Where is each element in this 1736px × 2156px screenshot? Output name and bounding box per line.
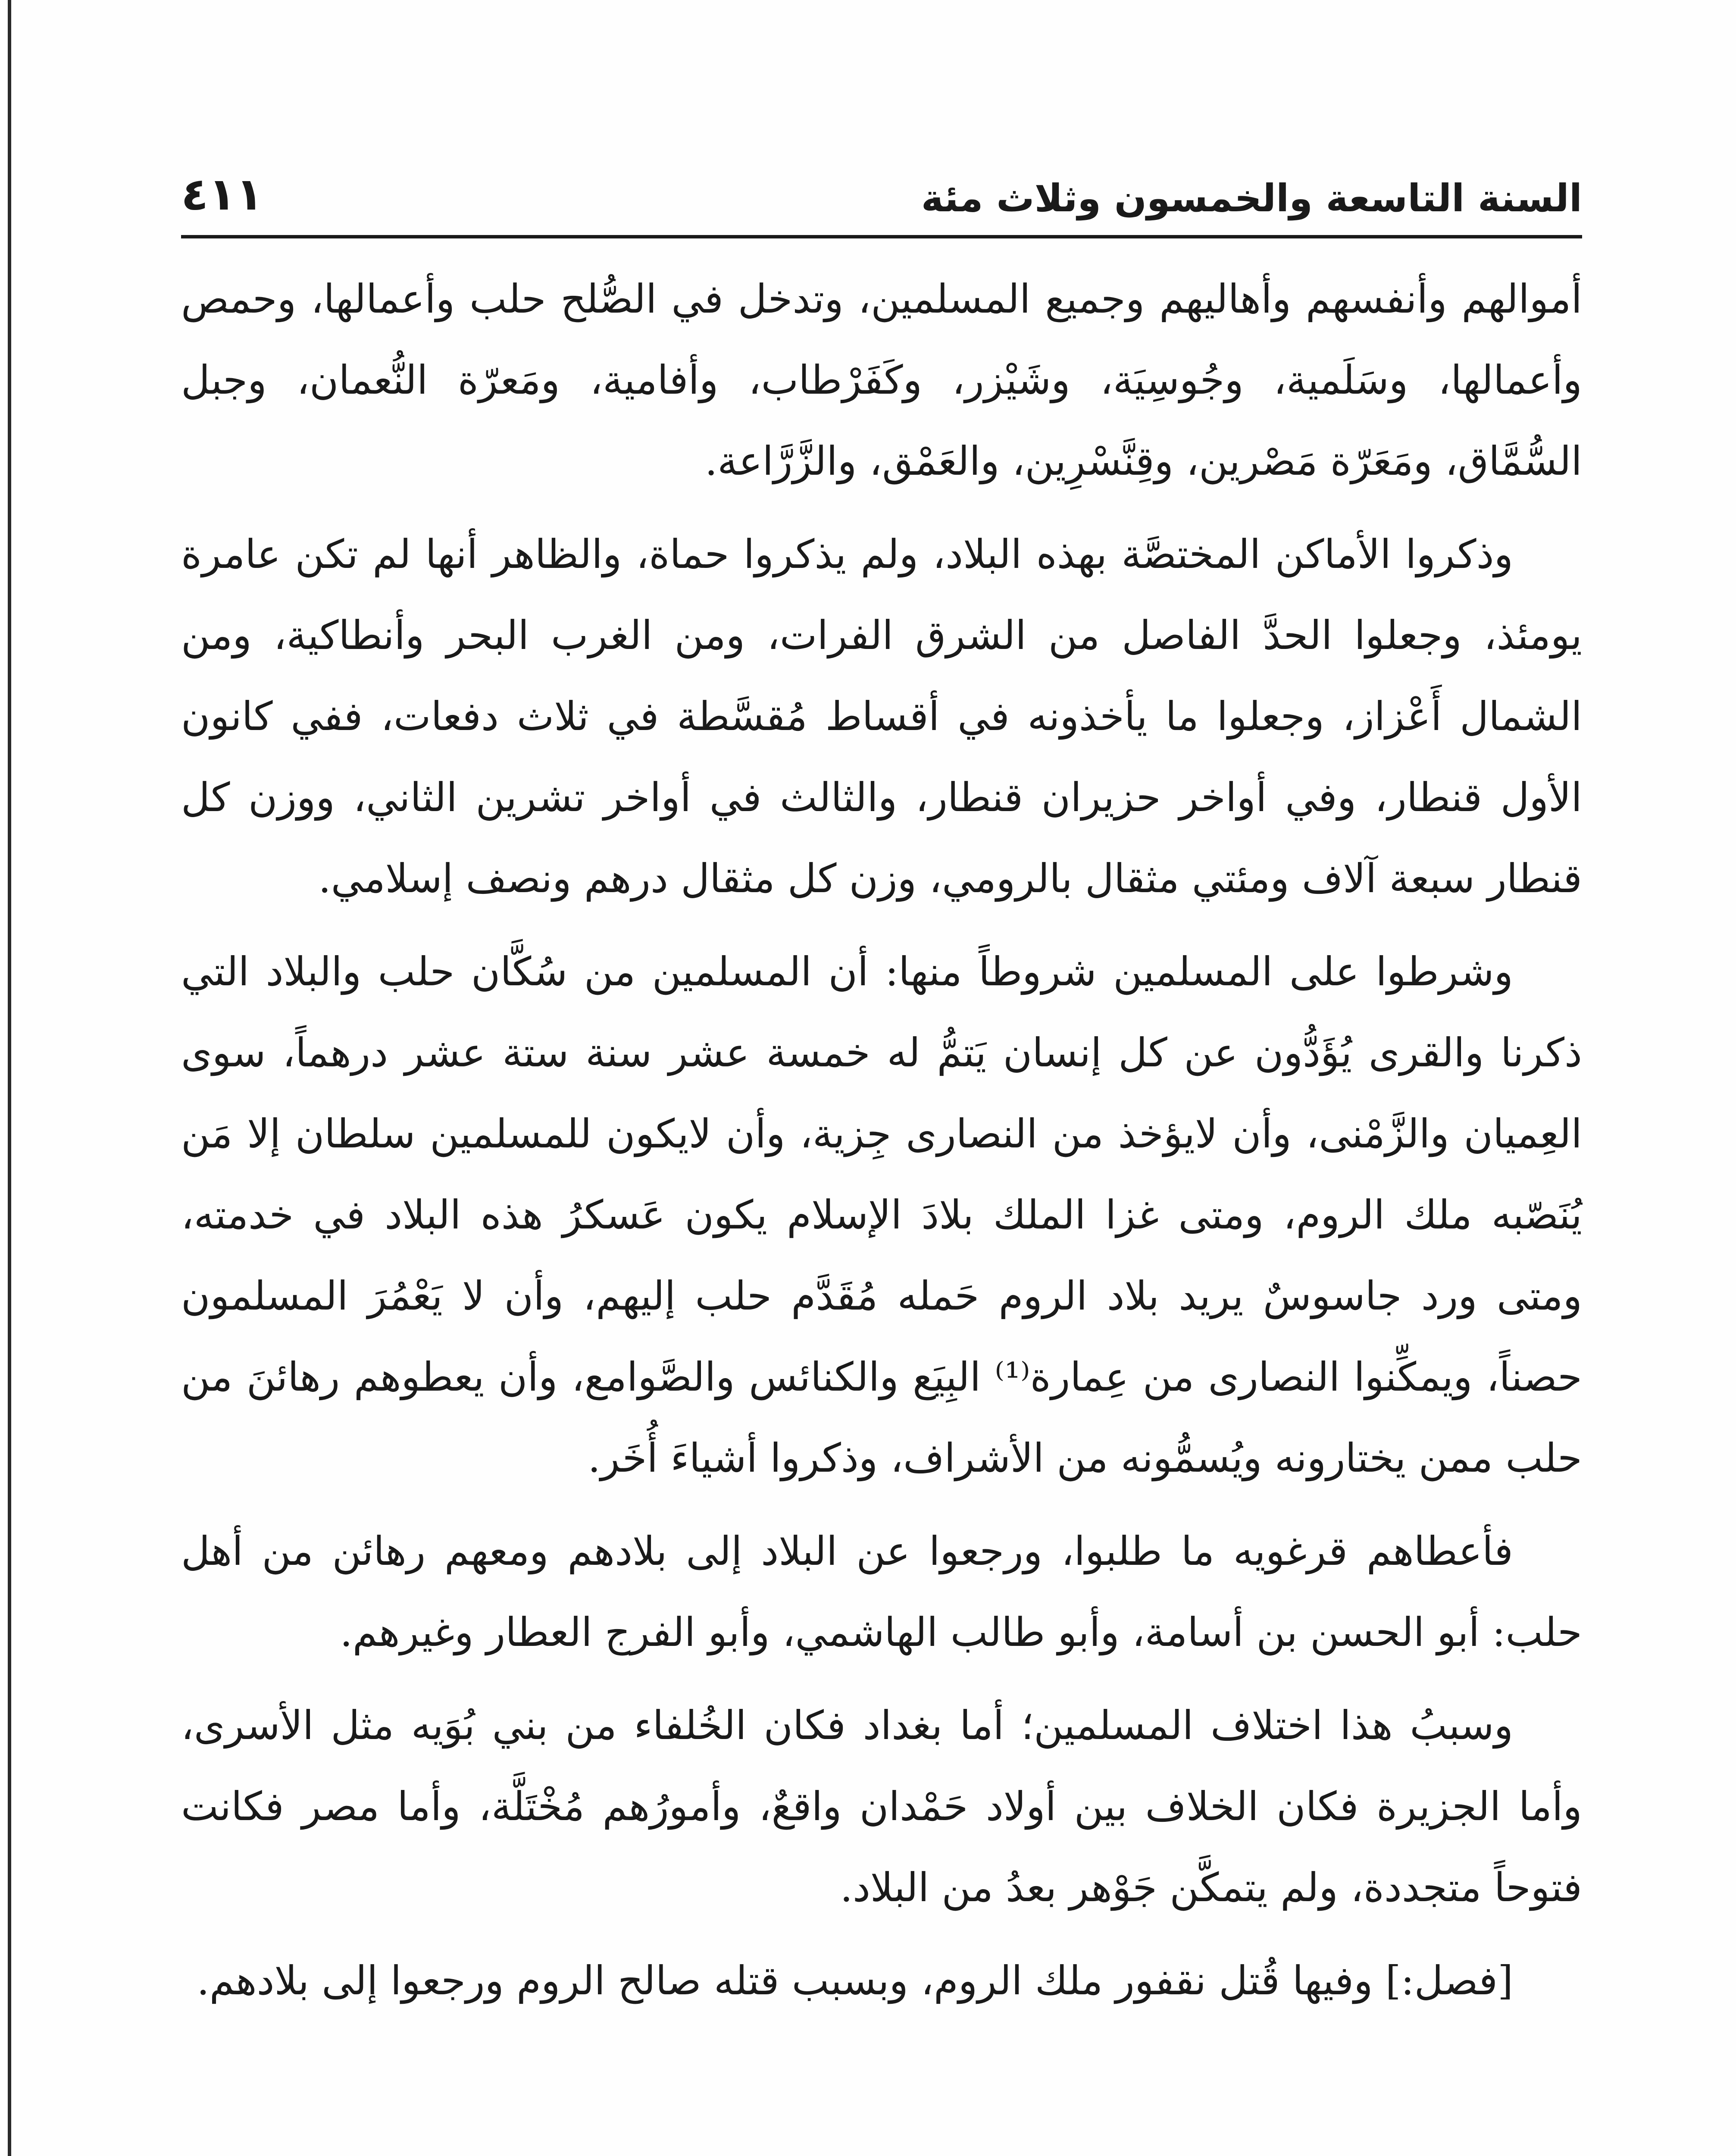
running-title: السنة التاسعة والخمسون وثلاث مئة <box>921 176 1582 220</box>
paragraph-2: وذكروا الأماكن المختصَّة بهذه البلاد، ولم يذكروا حماة، والظاهر أنها لم تكن عامرة يومئذ، وجعلوا الحدَّ الفاصل من الشرق الفرات، ومن الغرب البحر وأنطاكية، ومن الشمال أَعْزاز، وجعلوا ما يأخذونه في أقساط مُقسَّطة في ثلاث دفعات، ففي كانون الأول قنطار، وفي أواخر حزيران قنطار، والثالث في أواخر تشرين الثاني، ووزن كل قنطار سبعة آلاف ومئتي مثقال بالرومي، وزن كل مثقال درهم ونصف إسلامي. <box>181 531 1582 902</box>
paragraph-4: فأعطاهم قرغويه ما طلبوا، ورجعوا عن البلاد إلى بلادهم ومعهم رهائن من أهل حلب: أبو الحسن بن أسامة، وأبو طالب الهاشمي، وأبو الفرج العطار وغيرهم. <box>181 1528 1582 1655</box>
paragraph-6: [فصل:] وفيها قُتل نقفور ملك الروم، وبسبب قتله صالح الروم ورجعوا إلى بلادهم. <box>197 1958 1513 2004</box>
paragraph-1: أموالهم وأنفسهم وأهاليهم وجميع المسلمين، وتدخل في الصُّلح حلب وأعمالها، وحمص وأعمالها، وسَلَمية، وجُوسِيَة، وشَيْزر، وكَفَرْطاب، وأفامية، ومَعرّة النُّعمان، وجبل السُّمَّاق، ومَعَرّة مَصْرين، وقِنَّسْرِين، والعَمْق، والزَّرَّاعة. <box>181 276 1583 484</box>
page-edge-line <box>8 0 11 2156</box>
page-number: ٤١١ <box>181 168 263 220</box>
paragraph-3: وشرطوا على المسلمين شروطاً منها: أن المسلمين من سُكَّان حلب والبلاد التي ذكرنا والقرى يُؤَدُّون عن كل إنسان يَتمُّ له خمسة عشر سنة ستة عشر درهماً، سوى العِميان والزَّمْنى، وأن لايؤخذ من النصارى جِزية، وأن لايكون للمسلمين سلطان إلا مَن يُنَصّبه ملك الروم، ومتى غزا الملك بلادَ الإسلام يكون عَسكرُ هذه البلاد في خدمته، ومتى ورد جاسوسٌ يريد بلاد الروم حَمله مُقَدَّم حلب إليهم، وأن لا يَعْمُرَ المسلمون حصناً، ويمكِّنوا النصارى من عِمارة⁽¹⁾ البِيَع والكنائس والصَّوامع، وأن يعطوهم رهائنَ من حلب ممن يختارونه ويُسمُّونه من الأشراف، وذكروا أشياءَ أُخَر. <box>181 949 1582 1481</box>
header-rule <box>181 235 1582 238</box>
main-text <box>181 259 1582 2034</box>
paragraph-5: وسببُ هذا اختلاف المسلمين؛ أما بغداد فكان الخُلفاء من بني بُوَيه مثل الأسرى، وأما الجزيرة فكان الخلاف بين أولاد حَمْدان واقعٌ، وأمورُهم مُخْتَلَّة، وأما مصر فكانت فتوحاً متجددة، ولم يتمكَّن جَوْهر بعدُ من البلاد. <box>181 1702 1582 1911</box>
page-header <box>181 164 1582 241</box>
